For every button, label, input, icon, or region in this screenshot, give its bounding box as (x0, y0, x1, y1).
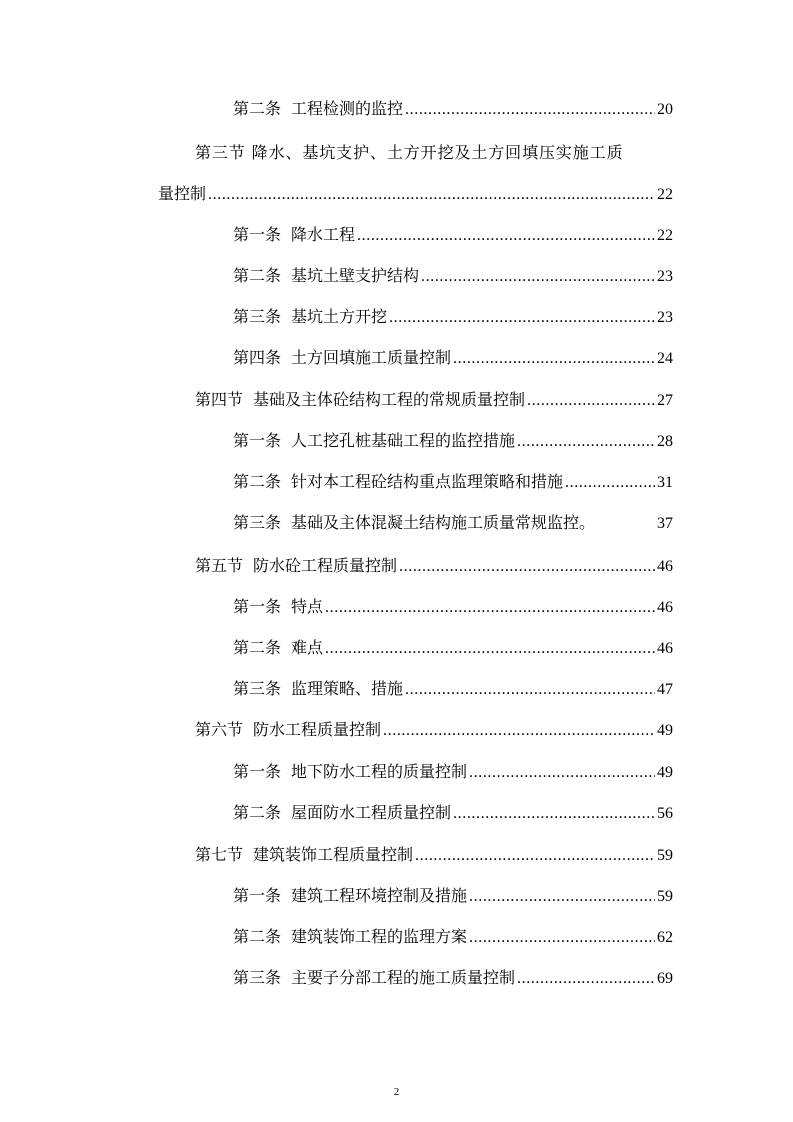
toc-entry[interactable] (233, 307, 673, 328)
toc-entry[interactable] (233, 431, 673, 452)
toc-entry-label: 第一条 (233, 762, 282, 781)
toc-entry-label: 第一条 (233, 597, 282, 616)
toc-section-title: 基础及主体砼结构工程的常规质量控制 (253, 390, 526, 409)
toc-entry-label: 第二条 (233, 472, 282, 491)
toc-entry-page: 62 (657, 929, 673, 946)
toc-entry-label: 第二条 (233, 99, 282, 118)
toc-section-label: 第四节 (195, 390, 244, 409)
toc-entry-label: 第二条 (233, 266, 282, 285)
toc-leader-dots (405, 680, 655, 700)
toc-entry-page: 22 (657, 227, 673, 244)
toc-entry-title: 基础及主体混凝土结构施工质量常规监控。 (291, 513, 596, 532)
toc-entry-label: 第一条 (233, 225, 282, 244)
toc-section-title: 建筑装饰工程质量控制 (253, 845, 414, 864)
toc-entry-page: 28 (657, 433, 673, 450)
toc-entry-title: 针对本工程砼结构重点监理策略和措施 (291, 472, 564, 491)
toc-entry[interactable] (233, 886, 673, 907)
toc-leader-dots (469, 928, 655, 948)
toc-leader-dots (517, 432, 655, 452)
toc-leader-dots (469, 887, 655, 907)
toc-leader-dots (399, 557, 655, 577)
toc-entry[interactable] (233, 679, 673, 700)
toc-entry[interactable] (233, 762, 673, 783)
toc-section-title-line2: 量控制 (158, 184, 207, 203)
toc-entry-title: 主要子分部工程的施工质量控制 (291, 968, 516, 987)
toc-leader-dots (389, 308, 655, 328)
toc-entry-label: 第三条 (233, 307, 282, 326)
toc-entry-title: 基坑土壁支护结构 (291, 266, 420, 285)
toc-entry-page: 24 (657, 350, 673, 367)
toc-leader-dots (325, 639, 655, 659)
toc-leader-dots (453, 349, 655, 369)
toc-entry-page: 59 (657, 847, 673, 864)
toc-entry[interactable] (233, 348, 673, 369)
toc-section-label: 第六节 (195, 720, 244, 739)
toc-entry-label: 第二条 (233, 927, 282, 946)
toc-leader-dots (469, 763, 655, 783)
toc-entry-title: 特点 (291, 597, 324, 616)
toc-leader-dots (405, 100, 655, 120)
toc-entry[interactable] (233, 225, 673, 246)
toc-section[interactable] (195, 845, 673, 866)
toc-entry-label: 第四条 (233, 348, 282, 367)
toc-entry-label: 第二条 (233, 638, 282, 657)
toc-leader-dots (383, 721, 655, 741)
toc-leader-dots (325, 598, 655, 618)
toc-entry-title: 基坑土方开挖 (291, 307, 388, 326)
toc-entry-page: 46 (657, 558, 673, 575)
toc-entry-page: 20 (657, 101, 673, 118)
toc-entry-page: 46 (657, 599, 673, 616)
toc-entry-label: 第三条 (233, 679, 282, 698)
toc-entry-page: 56 (657, 805, 673, 822)
toc-leader-dots (453, 804, 655, 824)
toc-entry-title: 土方回填施工质量控制 (291, 348, 452, 367)
toc-leader-dots (357, 226, 655, 246)
toc-entry-title: 建筑工程环境控制及措施 (291, 886, 468, 905)
toc-entry[interactable] (233, 803, 673, 824)
toc-entry[interactable] (233, 597, 673, 618)
toc-entry-label: 第三条 (233, 968, 282, 987)
page-number: 2 (393, 1086, 400, 1098)
toc-entry-page: 49 (657, 764, 673, 781)
toc-entry-page: 46 (657, 640, 673, 657)
toc-leader-dots (415, 846, 655, 866)
toc-leader-dots (208, 185, 655, 205)
toc-entry-page: 23 (657, 309, 673, 326)
toc-entry[interactable] (233, 266, 673, 287)
toc-entry-label: 第三条 (233, 513, 282, 532)
toc-entry-page: 31 (657, 474, 673, 491)
toc-entry-title: 人工挖孔桩基础工程的监控措施 (291, 431, 516, 450)
toc-section-title: 防水工程质量控制 (253, 720, 382, 739)
toc-entry[interactable] (233, 927, 673, 948)
toc-leader-dots (527, 391, 655, 411)
toc-section-label: 第五节 (195, 556, 244, 575)
toc-entry-label: 第一条 (233, 431, 282, 450)
toc-section-label: 第七节 (195, 845, 244, 864)
toc-entry[interactable] (233, 99, 673, 120)
toc-entry-title: 建筑装饰工程的监理方案 (291, 927, 468, 946)
toc-leader-dots (565, 473, 655, 493)
toc-entry-page: 23 (657, 268, 673, 285)
toc-entry-title: 监理策略、措施 (291, 679, 404, 698)
toc-entry[interactable] (233, 968, 673, 989)
toc-entry[interactable] (233, 638, 673, 659)
toc-entry-label: 第一条 (233, 886, 282, 905)
toc-section-3[interactable] (195, 143, 673, 163)
toc-entry-title: 工程检测的监控 (291, 99, 404, 118)
toc-section-title-line1: 第三节 降水、基坑支护、土方开挖及土方回填压实施工质 (195, 143, 624, 162)
toc-entry-title: 屋面防水工程质量控制 (291, 803, 452, 822)
toc-entry-page: 69 (657, 970, 673, 987)
toc-entry-page: 47 (657, 681, 673, 698)
toc-leader-dots (517, 969, 655, 989)
toc-entry-page: 27 (657, 392, 673, 409)
toc-entry-page: 37 (657, 515, 673, 532)
toc-entry-page: 59 (657, 888, 673, 905)
toc-entry-label: 第二条 (233, 803, 282, 822)
toc-entry-title: 降水工程 (291, 225, 356, 244)
toc-section[interactable] (195, 720, 673, 741)
toc-entry-title: 地下防水工程的质量控制 (291, 762, 468, 781)
toc-section-3-cont[interactable] (158, 184, 673, 205)
toc-section[interactable] (195, 390, 673, 411)
toc-entry-page: 22 (657, 186, 673, 203)
toc-section-title: 防水砼工程质量控制 (253, 556, 398, 575)
toc-leader-dots (421, 267, 655, 287)
toc-entry[interactable] (233, 472, 673, 493)
toc-entry[interactable] (233, 513, 673, 534)
toc-section[interactable] (195, 556, 673, 577)
toc-entry-title: 难点 (291, 638, 324, 657)
toc-entry-page: 49 (657, 722, 673, 739)
